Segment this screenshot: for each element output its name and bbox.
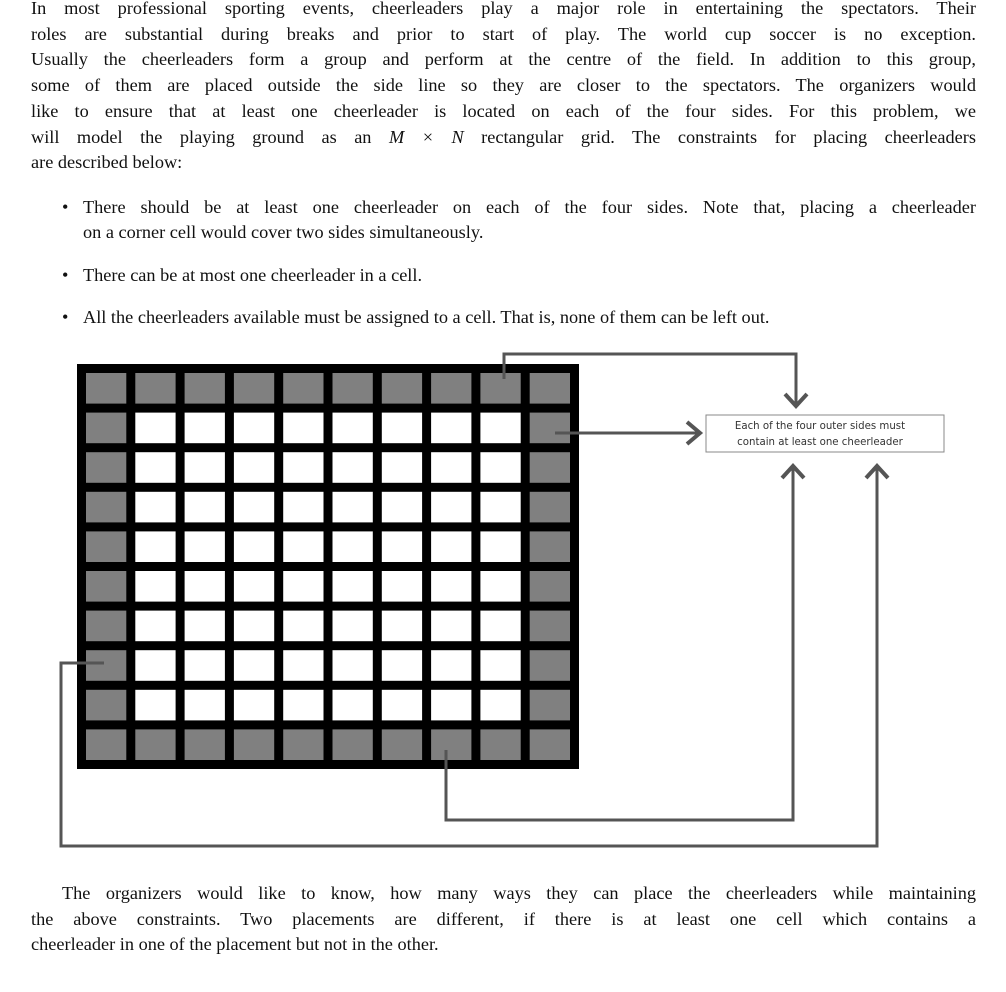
callout-text-line: Each of the four outer sides must [734, 421, 906, 432]
grid-cell-inner [333, 690, 373, 721]
grid-dimension-math: M × N [388, 126, 464, 147]
conclusion-line: cheerleader in one of the placement but not in the other. [31, 934, 439, 955]
grid-cell-inner [283, 650, 323, 681]
grid-cell-inner [135, 571, 175, 602]
grid-cell-border [283, 373, 323, 404]
grid-cell-border [382, 373, 422, 404]
grid-cell-border [530, 571, 570, 602]
grid-cell-border [135, 373, 175, 404]
grid-cell-inner [234, 611, 274, 642]
grid-cell-border [382, 729, 422, 760]
grid-cell-inner [185, 531, 225, 562]
cheerleader-grid-figure [0, 340, 1006, 860]
grid-cell-inner [185, 690, 225, 721]
grid-cell-inner [333, 492, 373, 523]
grid-cell-inner [185, 611, 225, 642]
constraints-list [62, 195, 976, 347]
grid-cell-inner [234, 452, 274, 483]
grid-cell-inner [480, 413, 520, 444]
grid-cell-border [431, 729, 471, 760]
grid-cell-border [530, 690, 570, 721]
grid-cell-inner [185, 492, 225, 523]
intro-line: Usually the cheerleaders form a group and perform at the centre of the field. In addition to this group, [31, 49, 976, 70]
grid-cell-inner [431, 452, 471, 483]
grid-cell-inner [283, 571, 323, 602]
grid-cell-border [86, 690, 126, 721]
grid-cell-inner [480, 452, 520, 483]
conclusion-line: the above constraints. Two placements are different, if there is at least one cell which contains a [31, 908, 976, 929]
grid-cell-inner [135, 413, 175, 444]
constraint-item [62, 195, 976, 246]
grid-cell-inner [234, 531, 274, 562]
grid-cell-inner [382, 650, 422, 681]
grid-cell-inner [431, 611, 471, 642]
grid-cell-inner [431, 571, 471, 602]
constraint-item [62, 263, 976, 288]
grid-cell-border [86, 413, 126, 444]
grid-cell-border [530, 729, 570, 760]
grid-cell-border [135, 729, 175, 760]
grid-cell-inner [333, 531, 373, 562]
grid-cell-border [480, 729, 520, 760]
grid-cell-border [86, 531, 126, 562]
constraint-line: There can be at most one cheerleader in a cell. [83, 264, 423, 285]
grid-cell-inner [480, 492, 520, 523]
grid-cell-inner [283, 690, 323, 721]
intro-line [31, 125, 976, 151]
intro-line: In most professional sporting events, cheerleaders play a major role in entertaining the spectators. Their [31, 0, 976, 18]
grid-cell-border [234, 373, 274, 404]
grid-cell-border [333, 729, 373, 760]
grid-cell-border [86, 729, 126, 760]
grid-cell-border [86, 492, 126, 523]
grid-cell-inner [234, 690, 274, 721]
bullet-icon: • [62, 264, 69, 285]
grid-cell-inner [135, 650, 175, 681]
grid-cell-inner [382, 492, 422, 523]
grid-cell-border [530, 492, 570, 523]
grid-cell-inner [185, 452, 225, 483]
grid-cell-inner [382, 690, 422, 721]
grid-cell-border [283, 729, 323, 760]
constraint-line: All the cheerleaders available must be assigned to a cell. That is, none of them can be left out. [83, 306, 770, 327]
grid-cell-border [86, 571, 126, 602]
grid-cell-inner [333, 611, 373, 642]
grid-cell-inner [135, 611, 175, 642]
grid-cell-border [530, 650, 570, 681]
grid-cell-inner [333, 452, 373, 483]
grid-cell-border [185, 373, 225, 404]
intro-line: like to ensure that at least one cheerleader is located on each of the four sides. For this problem, we [31, 100, 976, 121]
bullet-icon: • [62, 197, 69, 217]
grid-cell-inner [283, 611, 323, 642]
conclusion-paragraph [31, 881, 976, 958]
grid-cell-inner [480, 690, 520, 721]
callout-text-line: contain at least one cheerleader [737, 437, 903, 448]
grid-cell-inner [382, 611, 422, 642]
intro-text: rectangular grid. The constraints for placing cheerleaders [463, 126, 976, 147]
grid-cell-inner [431, 413, 471, 444]
intro-paragraph [31, 0, 976, 176]
grid-cell-inner [283, 413, 323, 444]
grid-cell-inner [234, 571, 274, 602]
intro-line: roles are substantial during breaks and prior to start of play. The world cup soccer is no exception. [31, 23, 976, 44]
grid-cell-inner [283, 531, 323, 562]
grid-cell-border [333, 373, 373, 404]
grid-cell-inner [382, 531, 422, 562]
grid-cell-inner [480, 611, 520, 642]
grid-cell-inner [382, 452, 422, 483]
grid-cell-border [86, 452, 126, 483]
grid-cell-inner [185, 650, 225, 681]
grid-cell-border [530, 373, 570, 404]
grid-cell-inner [333, 413, 373, 444]
constraint-line: There should be at least one cheerleader on each of the four sides. Note that, placing a cheerleader [83, 197, 976, 217]
grid-cell-border [234, 729, 274, 760]
grid-cell-border [530, 531, 570, 562]
grid-cell-border [530, 452, 570, 483]
grid-cell-inner [135, 531, 175, 562]
grid-cell-inner [185, 413, 225, 444]
grid-cell-inner [431, 492, 471, 523]
grid-cell-border [86, 650, 126, 681]
grid-cell-border [480, 373, 520, 404]
grid-cell-inner [333, 650, 373, 681]
conclusion-line: The organizers would like to know, how many ways they can place the cheerleaders while maintaining [62, 883, 976, 903]
grid-cell-inner [135, 492, 175, 523]
grid-cell-inner [431, 690, 471, 721]
grid-cell-border [530, 611, 570, 642]
grid-cell-inner [234, 492, 274, 523]
grid-cell-inner [234, 413, 274, 444]
grid-cell-inner [283, 492, 323, 523]
grid-cell-inner [431, 531, 471, 562]
intro-line: are described below: [31, 152, 183, 173]
grid-cell-border [86, 611, 126, 642]
grid-cell-inner [333, 571, 373, 602]
grid-cell-inner [480, 531, 520, 562]
grid-cell-inner [382, 413, 422, 444]
intro-line: some of them are placed outside the side line so they are closer to the spectators. The organizers would [31, 75, 976, 96]
grid-cell-inner [234, 650, 274, 681]
grid-cell-inner [431, 650, 471, 681]
bullet-icon: • [62, 306, 69, 327]
grid-cell-inner [135, 452, 175, 483]
grid-cell-border [86, 373, 126, 404]
grid-cell-inner [135, 690, 175, 721]
grid-cell-inner [185, 571, 225, 602]
grid-cell-inner [283, 452, 323, 483]
intro-text: will model the playing ground as an [31, 126, 389, 147]
grid-cell-border [431, 373, 471, 404]
grid-cell-inner [480, 650, 520, 681]
grid-cell-inner [480, 571, 520, 602]
grid-cell-border [185, 729, 225, 760]
grid-cell-border [530, 413, 570, 444]
constraint-line: on a corner cell would cover two sides simultaneously. [83, 222, 484, 243]
constraint-item [62, 305, 976, 330]
grid-cell-inner [382, 571, 422, 602]
